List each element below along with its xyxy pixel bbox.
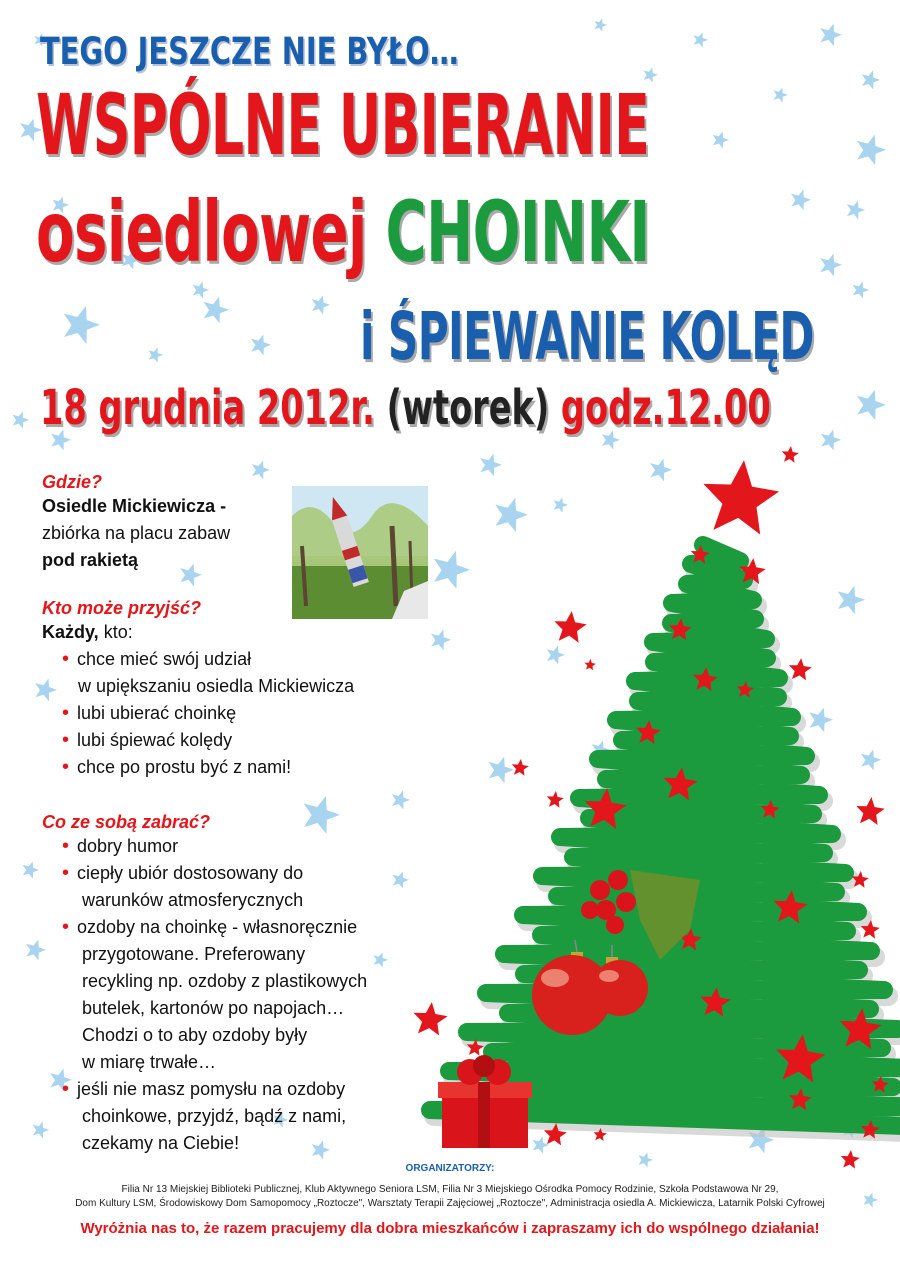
- headline-main: WSPÓLNE UBIERANIE: [36, 76, 650, 174]
- snowflake-icon: [853, 281, 869, 298]
- snowflake-icon: [847, 200, 865, 219]
- snowflake-icon: [13, 411, 29, 428]
- who-section: [42, 598, 354, 781]
- snowflake-icon: [204, 297, 229, 324]
- bring-item-continuation: [42, 1103, 367, 1130]
- bring-item-text: ciepły ubiór dostosowany do: [77, 863, 304, 883]
- snowflake-icon: [554, 497, 569, 512]
- bring-item: [42, 914, 367, 941]
- snowflake-icon: [393, 871, 409, 888]
- snowflake-icon: [694, 32, 709, 47]
- where-place: Osiedle Mickiewicza -: [42, 496, 227, 516]
- christmas-tree-icon: [430, 545, 900, 1132]
- bring-item-continuation: [42, 1022, 367, 1049]
- bring-item-text: choinkowe, przyjdź, bądź z nami,: [82, 1106, 347, 1126]
- snowflake-icon: [495, 498, 528, 532]
- star-icon: [782, 446, 799, 463]
- bring-item-text: butelek, kartonów po napojach…: [82, 998, 345, 1018]
- bullet-icon: •: [62, 756, 70, 778]
- snowflake-icon: [64, 306, 100, 344]
- slogan: Wyróżnia nas to, że razem pracujemy dla dobra mieszkańców i zapraszamy ich do wspólnego działania!: [80, 1220, 820, 1237]
- snowflake-icon: [149, 347, 164, 362]
- event-time: godz.12.00: [560, 380, 771, 436]
- snowflake-icon: [434, 551, 470, 589]
- bring-item: [42, 833, 367, 860]
- who-item-text: chce mieć swój udział: [77, 649, 252, 669]
- snowflake-icon: [857, 135, 886, 165]
- snowflake-icon: [713, 131, 729, 148]
- snowflake-icon: [861, 750, 881, 771]
- headline-third-conjunction: i: [360, 298, 374, 375]
- bring-item-text: dobry humor: [77, 836, 179, 856]
- headline-kicker: TEGO JESZCZE NIE BYŁO…: [40, 30, 459, 73]
- snowflake-icon: [489, 757, 514, 784]
- bullet-icon: •: [62, 835, 70, 857]
- bullet-icon: •: [62, 729, 70, 751]
- bullet-icon: •: [62, 1078, 70, 1100]
- snowflake-icon: [650, 459, 672, 482]
- star-icon: [547, 791, 564, 808]
- star-icon: [703, 460, 779, 534]
- snowflake-icon: [820, 24, 842, 47]
- who-item: [42, 700, 354, 727]
- bring-item-text: czekamy na Ciebie!: [82, 1133, 240, 1153]
- star-icon: [856, 797, 884, 825]
- snowflake-icon: [431, 630, 451, 651]
- organizers-title: ORGANIZATORZY:: [405, 1163, 495, 1174]
- snowflake-icon: [862, 70, 880, 89]
- snowflake-icon: [774, 87, 789, 102]
- snowflake-icon: [838, 586, 865, 615]
- bring-item-continuation: [42, 887, 367, 914]
- snowflake-icon: [857, 390, 886, 420]
- snowflake-icon: [821, 430, 841, 451]
- snowflake-icon: [251, 335, 271, 356]
- bring-item-text: w miarę trwałe…: [82, 1052, 217, 1072]
- snowflake-icon: [594, 18, 607, 31]
- bullet-icon: •: [62, 862, 70, 884]
- snowflake-icon: [252, 460, 270, 479]
- organizers-list: [20, 1183, 880, 1211]
- bring-item-text: ozdoby na choinkę - własnoręcznie: [77, 917, 358, 937]
- who-item-continuation: [42, 673, 354, 700]
- snowflake-icon: [374, 952, 389, 967]
- who-question: Kto może przyjść?: [42, 598, 202, 618]
- headline-second: [36, 183, 650, 281]
- bring-question: Co ze sobą zabrać?: [42, 812, 211, 832]
- who-item-text: w upiększaniu osiedla Mickiewicza: [78, 676, 355, 696]
- snowflake-icon: [533, 1136, 549, 1153]
- event-weekday: (wtorek): [386, 380, 550, 436]
- event-date: 18 grudnia 2012r.: [40, 380, 375, 436]
- where-question: Gdzie?: [42, 472, 103, 492]
- snowflake-icon: [480, 454, 502, 477]
- where-section: [42, 472, 230, 574]
- bring-item-text: recykling np. ozdoby z plastikowych: [82, 971, 368, 991]
- bring-item: [42, 860, 367, 887]
- who-lead-bold: Każdy,: [42, 622, 99, 642]
- snowflake-icon: [547, 645, 565, 664]
- snowflake-icon: [312, 295, 330, 314]
- where-spot: pod rakietą: [42, 550, 139, 570]
- snowflake-icon: [820, 254, 842, 277]
- organizers-line: Dom Kultury LSM, Środowiskowy Dom Samopomocy „Roztocze", Warsztaty Terapii Zajęciowej „Roztocze", Administracja osiedla A. Mickiewicza, Latarnik Polski Cyfrowej: [75, 1198, 825, 1209]
- snowflake-icon: [23, 861, 39, 878]
- bring-item-text: przygotowane. Preferowany: [82, 944, 306, 964]
- bring-item: [42, 1076, 367, 1103]
- headline-third-text: ŚPIEWANIE KOLĘD: [387, 298, 814, 375]
- headline-third: [360, 298, 814, 375]
- who-item-text: lubi śpiewać kolędy: [77, 730, 233, 750]
- snowflake-icon: [791, 190, 811, 211]
- bring-item-continuation: [42, 1049, 367, 1076]
- who-item-text: chce po prostu być z nami!: [77, 757, 292, 777]
- bullet-icon: •: [62, 702, 70, 724]
- headline-second-prefix: osiedlowej: [36, 183, 367, 281]
- who-lead: [42, 619, 354, 646]
- who-item: [42, 727, 354, 754]
- bring-item-continuation: [42, 1130, 367, 1157]
- snowflake-icon: [392, 790, 410, 809]
- bring-item-continuation: [42, 995, 367, 1022]
- organizers-line: Filia Nr 13 Miejskiej Biblioteki Publicznej, Klub Aktywnego Seniora LSM, Filia Nr 3 Miejskiego Ośrodka Pomocy Rodzinie, Szkoła Podstawowa Nr 29,: [121, 1184, 779, 1195]
- event-date-line: [40, 380, 771, 436]
- star-icon: [789, 658, 812, 680]
- bring-section: [42, 812, 367, 1157]
- star-icon: [512, 759, 529, 776]
- snowflake-icon: [193, 281, 209, 298]
- bullet-icon: •: [62, 648, 70, 670]
- where-detail: zbiórka na placu zabaw: [42, 523, 231, 543]
- bring-item-text: jeśli nie masz pomysłu na ozdoby: [77, 1079, 346, 1099]
- who-lead-rest: kto:: [103, 622, 133, 642]
- star-icon: [414, 1002, 448, 1035]
- star-icon: [585, 659, 596, 670]
- star-icon: [554, 611, 586, 643]
- who-item: [42, 754, 354, 781]
- bullet-icon: •: [62, 916, 70, 938]
- bring-item-text: Chodzi o to aby ozdoby były: [82, 1025, 308, 1045]
- headline-second-accent: CHOINKI: [385, 183, 650, 281]
- bring-item-text: warunków atmosferycznych: [82, 890, 304, 910]
- who-item-text: lubi ubierać choinkę: [77, 703, 237, 723]
- who-item: [42, 646, 354, 673]
- snowflake-icon: [809, 708, 833, 733]
- bring-item-continuation: [42, 968, 367, 995]
- bring-item-continuation: [42, 941, 367, 968]
